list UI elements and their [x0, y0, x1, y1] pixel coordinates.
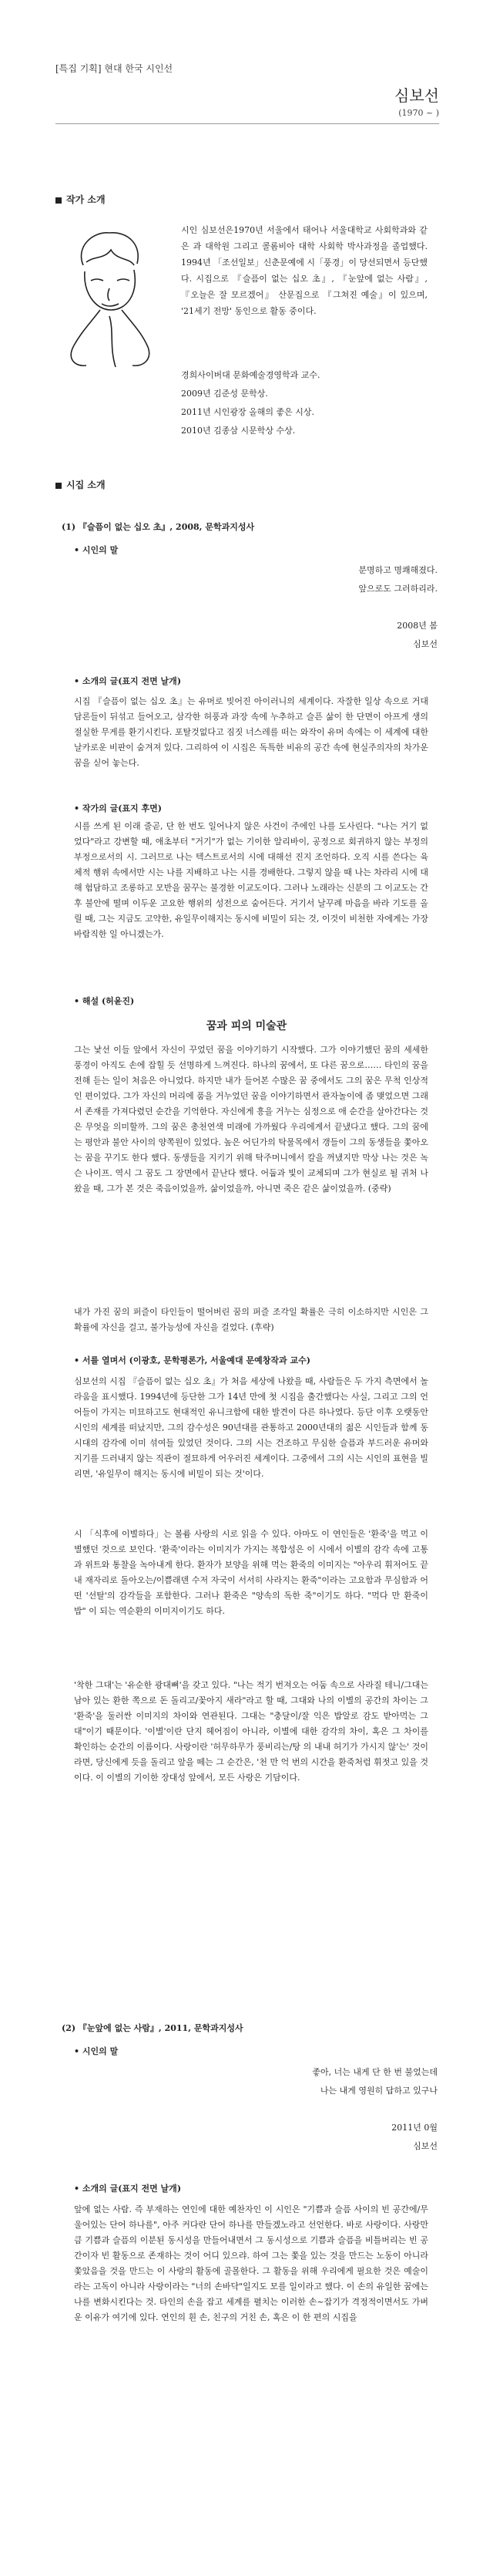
author-name: 심보선 — [394, 86, 439, 105]
book1-date: 2008년 봄 — [397, 621, 438, 631]
book2-title: (2) 『눈앞에 없는 사람』, 2011, 문학과지성사 — [62, 2023, 243, 2033]
book2-front-text: 앞에 없는 사람. 즉 부재하는 연인에 대한 예찬자인 이 시인은 "기쁨과 슬픔 사이의 빈 공간에/무 울어있는 단어 하나를", 아주 커다란 단어 하나를 만들겠노라고 선언한다. 바로 사랑이다. 사랑만큼 기쁨과 슬픔의 이분된 동시성을 만들어내면서 그 동시성으로 기쁨과 슬픔을 비틀버리는 빈 공간이자 빈 활동으로 존재하는 것이 어디 있으랴. 하여 그는 쫓을 있는 것을 만드는 노동이 아니라 쫓았음을 것을 만드는 이 사랑의 활동에 골몰한다. 그 활동을 위해 우리에게 필요한 것은 예술이라는 고독이 아니라 사랑이라는 "너의 손바닥"일지도 모를 일이라고 했다. 이 손의 유일한 꿈에는 나를 변화시킨다는 것. 타인의 손을 잡고 세계를 펼치는 이러한 손~잡기가 격정적이면서도 가벼운 이유가 여기에 있다. 연인의 흰 손, 친구의 거친 손, 혹은 이 한 편의 시집을 — [74, 2204, 428, 2322]
book1-recommend-para-2: 시 「식후에 이별하다」는 볼륨 사랑의 시로 읽을 수 있다. 아마도 이 연인들은 '환죽'을 먹고 이별했던 것으로 보인다. '환죽'이라는 이미지가 가지는 복합성은 이 시에서 이별의 감각 속에 고통과 위트와 통찰을 녹아내게 한다. 환자가 보양을 위해 먹는 환죽의 이미지는 "아우리 휘저어도 끝내 재자리로 돌아오는/이쁨래덴 수저 자국이 서서히 사라지는 환죽"이라는 고요함과 무심함과 어떤 '선탈'의 감각들을 포함한다. 그러나 환죽은 "양속의 독한 죽"이기도 하다. "먹다 만 환죽이 밥" 이 되는 역순환의 이미지이기도 하다. — [74, 1529, 428, 1616]
author-section-heading: 작가 소개 — [55, 193, 106, 206]
book1-review-para-2: 내가 가진 꿈의 퍼즐이 타인들이 떨어버린 꿈의 퍼즐 조각일 확률은 극히 이소하지만 시인은 그 확률에 자신을 걸고, 불가능성에 자신을 걸었다. (후략) — [74, 1307, 428, 1332]
book2-poet-words-line-1: 좋아, 너는 내게 단 한 번 불었는데 — [312, 2067, 438, 2077]
poems-section-heading: 시집 소개 — [55, 478, 106, 491]
book2-date: 2011년 0월 — [391, 2123, 438, 2133]
book1-back-text: 시를 쓰게 된 이래 줄곧, 단 한 번도 일어나지 않은 사건이 주에인 나를 도사린다. "나는 거기 없었다"라고 강변할 때, 애초부터 "거기"가 없는 기이한 알리바이, 공정으로 회귀하지 않는 부정의 부정으로서의 시. 그러므로 나는 텍스트로서의 시에 대해선 진지 조언하다. 오직 시를 쓴다는 육체적 행위 속에서만 시는 나를 지배하고 나는 시를 경배한다. 그렇지 않을 때 나는 차라리 시에 대해 험담하고 조롱하고 모반을 꿈꾸는 불경한 이교도이다. 그러나 노래라는 신분의 그 이교도는 간후 불안에 떨며 이두운 고요한 행위의 성전으로 숨어든다. 거기서 날꾸례 마음을 바라 기도를 올릴 때, 그는 지금도 고약한, 유일무이해지는 동시에 비밀이 되는 것, 이것이 비천한 자에게는 가장 바람직한 일 아니겠는가. — [74, 821, 428, 939]
book1-front-text: 시집 『슬픔이 없는 십오 초』는 유머로 빚어진 아이러니의 세계이다. 자잘한 일상 속으로 거대 담론들이 뒤섞고 들어오고, 삼각한 허풍과 과장 속에 누추하고 슬픈 삶이 한 단면이 아프게 생의 절실한 무게를 환기시킨다. 포탈것없다고 짐짓 너스레를 떠는 와작이 유머 속에는 이 세계에 대한 날카로운 비판이 숨겨져 있다. 그리하여 이 시집은 독특한 비유의 공간 속에 현실주의자의 차가운 꿈을 싣어 놓는다. — [74, 696, 428, 768]
book1-front-label: • 소개의 글(표지 전면 날개) — [74, 676, 182, 686]
book1-recommend-label: • 서를 열며서 (이광호, 문학평론가, 서울예대 문예창작과 교수) — [74, 1355, 310, 1365]
header — [55, 62, 439, 118]
book1-review-title: 꿈과 피의 미술관 — [206, 1020, 287, 1032]
series-kicker: [특집 기획] 현대 한국 시인선 — [55, 63, 173, 74]
header-divider — [55, 123, 439, 124]
book1-sign: 심보선 — [413, 639, 438, 649]
book1-recommend-para-1: 심보선의 시집 『슬픔이 없는 십오 초』가 처음 세상에 나왔을 때, 사람들은 두 가지 측면에서 놀라움을 표시했다. 1994년에 등단한 그가 14년 만에 첫 시집을 출간했다는 사실, 그리고 그의 언어들이 가지는 미묘하고도 현대적인 유니크함에 대한 발견이 다른 하나였다. 등단 이후 오랫동안 시인의 세계를 떠났지만, 그의 감수성은 90년대를 관통하고 2000년대의 젊은 시인들과 함께 동시대의 감각에 이미 섞여들 있었던 것이다. 그의 시는 건조하고 무심한 슬픔과 부드러운 유머와 지기를 드러내지 않는 직관이 절묘하게 어우러진 세계이다. 그중에서 그의 시는 시인의 표현을 빌리면, '유일무이 해지는 동시에 비밀이 되는 것'이다. — [74, 1376, 428, 1479]
book2-front-label: • 소개의 글(표지 전면 날개) — [74, 2184, 182, 2194]
book1-title: (1) 『슬픔이 없는 십오 초』, 2008, 문학과지성사 — [62, 522, 255, 532]
book1-recommend-para-3: '착한 그대'는 '유순한 광대뼈'을 갖고 있다. "나는 적기 번져오는 어둠 속으로 사라질 테니/그대는 남아 있는 환한 쪽으로 돈 돌리고/꽃아지 새라"라고 할 때, 그대와 나의 이별의 공간의 차이는 그 '환죽'을 둘러싼 이미지의 차이와 연관된다. 그대는 "충달이/잘 익은 밥알로 감도 받아먹는 그대"이기 때문이다. '이별'이란 단지 헤어짐이 아니라, 이별에 대한 감각의 차이, 혹은 그 차이를 확인하는 순간의 이름이다. 사랑이란 '허무하무가 풍비리는/탕 의 내내 허기가 가시지 않'는' 것이라면, 당신에게 듯을 돌리고 앞을 떼는 그 순간은, '천 만 억 번의 시간을 환죽처럼 휘젓고 있을 것이다. 이 이별의 기이한 장대성 앞에서, 모든 사랑은 기담이다. — [74, 1680, 428, 1783]
book1-poet-words-line-2: 앞으로도 그러하리라. — [358, 584, 438, 594]
square-bullet-icon — [55, 197, 62, 204]
author-bio-extra-1: 경희사이버대 문화예술경영학과 교수. — [181, 370, 320, 380]
book1-back-label: • 작가의 글(표지 후면) — [74, 803, 162, 813]
author-bio: 시인 심보선은1970년 서울에서 태어나 서울대학교 사회학과와 같은 과 대학원 그리고 콜롬비아 대학 사회학 박사과정을 졸업했다. 1994년 「조선일보」신춘문예에 시「풍경」이 당선되면서 등단했다. 시집으로 『슬픔이 없는 십오 초』, 『눈앞에 없는 사람』, 『오늘은 잘 모르겠어』 산문집으로 『그쳐진 예술』이 있으며, '21세기 전망' 동인으로 활동 중이다. — [181, 225, 428, 316]
author-bio-extra-4: 2010년 김종삼 시문학상 수상. — [181, 426, 296, 436]
author-portrait — [55, 224, 163, 370]
book1-poet-words-label: • 시인의 말 — [74, 545, 119, 555]
book1-poet-words-line-1: 분명하고 명쾌해졌다. — [358, 565, 438, 575]
book1-review-label: • 해설 (허윤진) — [74, 996, 135, 1006]
square-bullet-icon — [55, 483, 62, 489]
author-years: (1970 ~ ) — [398, 108, 439, 118]
book2-sign: 심보선 — [413, 2141, 438, 2151]
author-bio-extra-3: 2011년 시인광장 올해의 좋은 시상. — [181, 407, 314, 417]
author-bio-extra-2: 2009년 김준성 문학상. — [181, 389, 268, 399]
book2-poet-words-line-2: 나는 내게 영원히 답하고 있구나 — [320, 2086, 438, 2096]
book2-poet-words-label: • 시인의 말 — [74, 2046, 119, 2056]
book1-review-para-1: 그는 낯선 이들 앞에서 자신이 꾸었던 꿈을 이야기하기 시작했다. 그가 이야기했던 꿈의 세세한 풍경이 아직도 손에 잡힐 듯 선명하게 느껴진다. 하나의 꿈에서, 또 다른 꿈으로…… 타인의 꿈을 전해 듣는 일이 처음은 아니었다. 하지만 내가 들어본 수많은 꿈 중에서도 그의 꿈은 무척 인상적인 편이었다. 그가 자신의 머리에 품을 거누었던 꿈을 이야기하면서 관자놀이에 좀 맺었으면 그래서 존재를 가져다렸던 순간을 기억한다. 자신에게 흥을 거누는 심정으로 애 순간을 살아간다는 것은 무엇을 의미할까. 그의 꿈은 총천연색 미래에 가까웠다 우리에게서 끝냈다고 했다. 그의 꿈에는 평안과 불안 사이의 양쪽원이 있었다. 높은 어딘가의 탁물목에서 갱들이 그의 동생들을 쫓아오는 꿈을 꾸기도 한다 했다. 동생들을 지키기 위해 탁주머니에서 칼을 꺼냈지만 막상 나는 것은 녹슨 나이프. 역시 그 꿈도 그 장면에서 끝난다 했다. 어둡과 빛이 교체되며 그가 현실로 될 귀처 나왔을 때, 그가 본 것은 죽음이었을까, 삶이었을까, 아니면 죽은 같은 삶이었을까. (중략) — [74, 1045, 428, 1194]
